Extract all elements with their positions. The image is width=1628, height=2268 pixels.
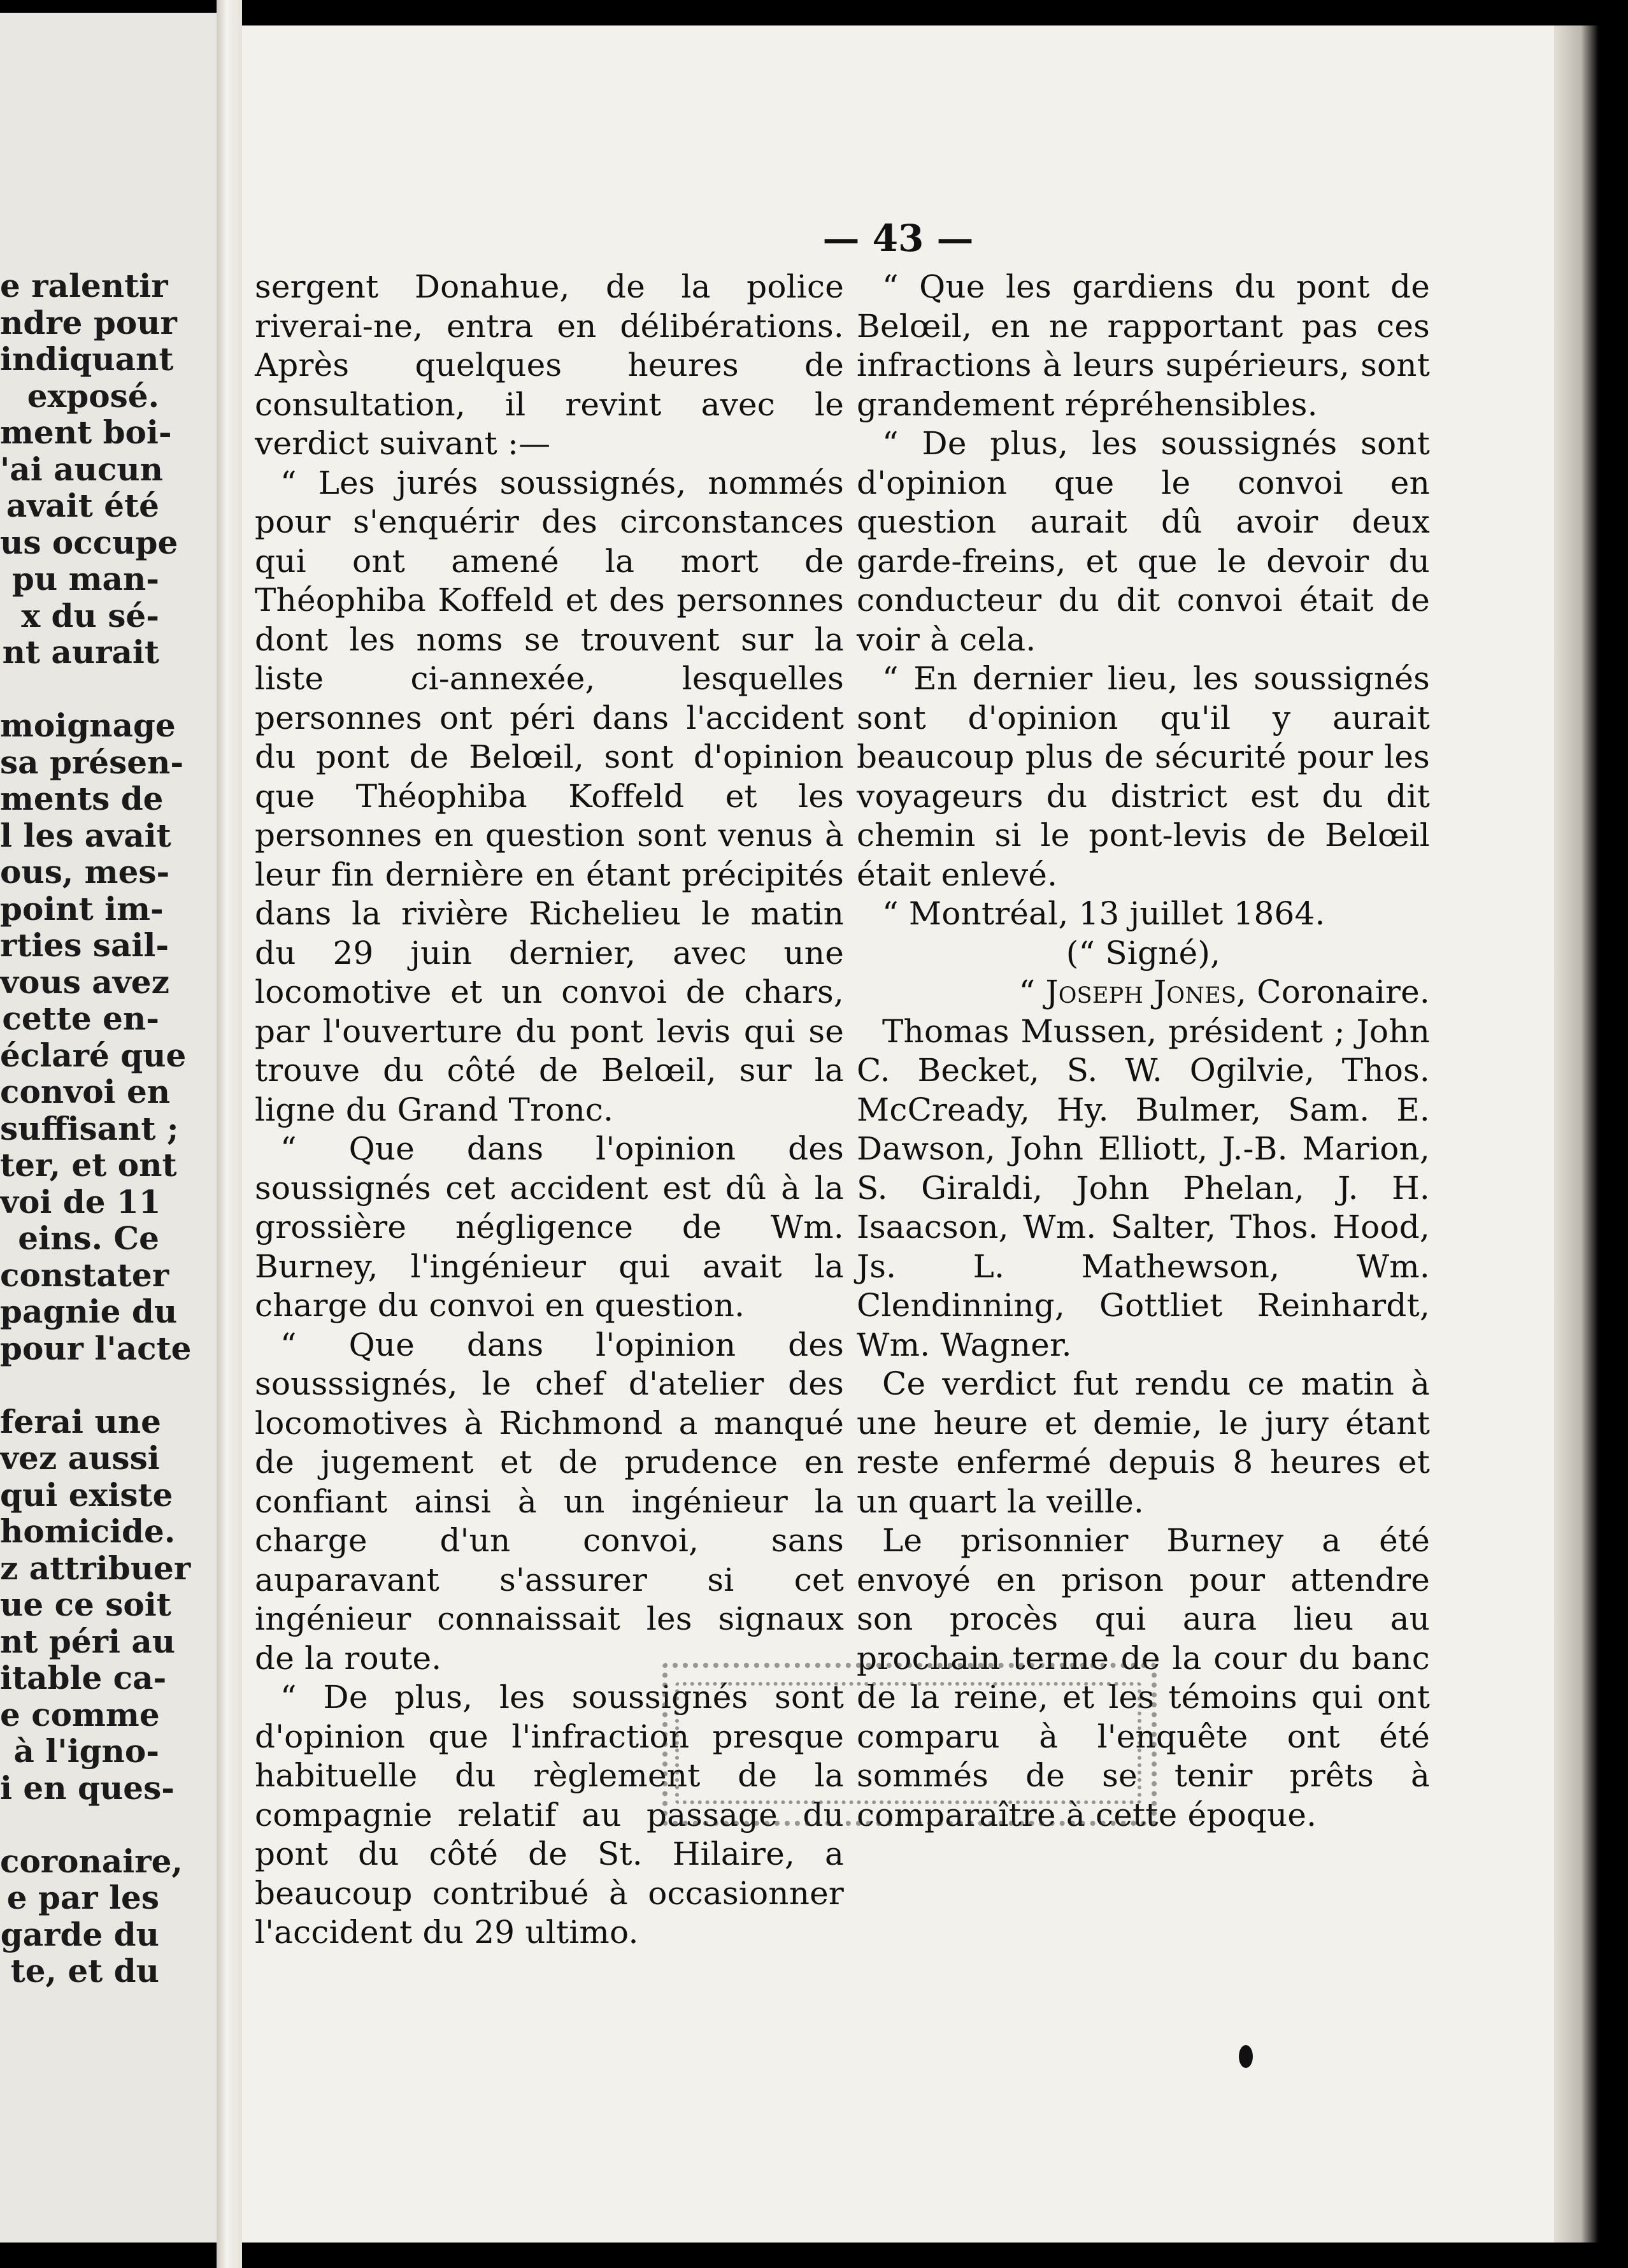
fragment-line bbox=[0, 671, 159, 708]
fragment-line: vous avez bbox=[0, 963, 169, 1001]
fragment-line: sa présen- bbox=[0, 743, 184, 781]
fragment-line: us occupe bbox=[0, 523, 178, 561]
right-column bbox=[857, 268, 1430, 1835]
previous-page-text-fragment bbox=[0, 267, 192, 1990]
fragment-line: homicide. bbox=[0, 1512, 176, 1550]
fragment-line: ter, et ont bbox=[0, 1146, 177, 1184]
fragment-line: coronaire, bbox=[0, 1842, 183, 1880]
fragment-line: itable ca- bbox=[0, 1659, 167, 1697]
paragraph: “ Les jurés soussignés, nommés pour s'enquérir des circonstances qui ont amené la mort de Théophiba Koffeld et des personnes dont les noms se trouvent sur la liste ci-annexée, lesquelles personnes ont péri dans l'accident du pont de Belœil, sont d'opinion que Théophiba Koffeld et les personnes en question sont venus à leur fin dernière en étant précipités dans la rivière Richelieu le matin du 29 juin dernier, avec une locomotive et un convoi de chars, par l'ouverture du pont levis qui se trouve du côté de Belœil, sur la ligne du Grand Tronc. bbox=[255, 464, 844, 1128]
page-right-edge bbox=[1554, 25, 1599, 2243]
fragment-line: à l'igno- bbox=[13, 1732, 159, 1770]
paragraph: “ Que les gardiens du pont de Belœil, en ne rapportant pas ces infractions à leurs supérieurs, sont grandement répréhensibles. bbox=[857, 268, 1430, 423]
fragment-line: moignage bbox=[0, 707, 176, 744]
fragment-line: ue ce soit bbox=[0, 1586, 171, 1623]
paragraph: “ En dernier lieu, les soussignés sont d'opinion qu'il y aurait beaucoup plus de sécurité pour les voyageurs du district est du dit chemin si le pont-levis de Belœil était enlevé. bbox=[857, 660, 1430, 893]
fragment-line: z attribuer bbox=[0, 1549, 191, 1587]
fragment-line: 'ai aucun bbox=[0, 450, 164, 488]
fragment-line: ferai une bbox=[0, 1402, 161, 1440]
fragment-line: pu man- bbox=[11, 560, 159, 598]
fragment-line: e comme bbox=[0, 1695, 160, 1733]
paragraph: “ Que dans l'opinion des sousssignés, le chef d'atelier des locomotives à Richmond a manqué de jugement et de prudence en confiant ainsi à un ingénieur la charge d'un convoi, sans auparavant s'assurer si cet ingénieur connaissait les signaux de la route. bbox=[255, 1326, 844, 1677]
ink-spot bbox=[1239, 2045, 1253, 2068]
fragment-line: pour l'acte bbox=[0, 1329, 192, 1367]
paragraph: “ De plus, les soussignés sont d'opinion que le convoi en question aurait dû avoir deux garde-freins, et que le devoir du conducteur du dit convoi était de voir à cela. bbox=[857, 425, 1430, 658]
fragment-line: ous, mes- bbox=[0, 853, 170, 891]
fragment-line: ndre pour bbox=[0, 303, 177, 341]
paragraph: “ Que dans l'opinion des soussignés cet accident est dû à la grossière négligence de Wm. Burney, l'ingénieur qui avait la charge du convoi en question. bbox=[255, 1130, 844, 1324]
fragment-line: pagnie du bbox=[0, 1293, 178, 1330]
signature-name: “ Joseph Jones, bbox=[1018, 973, 1247, 1010]
fragment-line: e par les bbox=[6, 1879, 159, 1916]
fragment-line: qui existe bbox=[0, 1475, 173, 1514]
fragment-line: exposé. bbox=[27, 377, 159, 415]
signature-place-date: “ Montréal, 13 juillet 1864. bbox=[882, 895, 1325, 932]
fragment-line: garde du bbox=[0, 1915, 159, 1953]
fragment-line: constater bbox=[0, 1256, 169, 1294]
fragment-line: point im- bbox=[0, 889, 164, 928]
fragment-line: ment boi- bbox=[0, 413, 172, 451]
fragment-line: éclaré que bbox=[0, 1036, 187, 1074]
fragment-line: avait été bbox=[6, 487, 159, 524]
paragraph: Le prisonnier Burney a été envoyé en prison pour attendre son procès qui aura lieu au prochain terme de la cour du banc de la reine, et les témoins qui ont comparu à l'enquête ont été sommés de se tenir prêts à comparaître à cette époque. bbox=[857, 1522, 1430, 1834]
fragment-line: suffisant ; bbox=[0, 1109, 179, 1147]
fragment-line: x du sé- bbox=[21, 596, 159, 635]
jury-list: Thomas Mussen, président ; John C. Becket, S. W. Ogilvie, Thos. McCready, Hy. Bulmer, Sam. E. Dawson, John Elliott, J.-B. Marion, S. Giraldi, John Phelan, J. H. Isaacson, Wm. Salter, Thos. Hood, Js. L. Mathewson, Wm. Clendinning, Gottliet Reinhardt, Wm. Wagner. bbox=[857, 1012, 1430, 1363]
fragment-line: ments de bbox=[0, 780, 164, 817]
book-gutter bbox=[217, 0, 242, 2268]
fragment-line: cette en- bbox=[2, 1000, 159, 1037]
fragment-line: te, et du bbox=[10, 1952, 159, 1990]
perforated-library-stamp-inner bbox=[675, 1682, 1141, 1804]
signature-line bbox=[857, 973, 1430, 1012]
fragment-line: indiquant bbox=[0, 340, 174, 378]
signature-signed: (“ Signé), bbox=[1066, 934, 1221, 972]
fragment-line: vez aussi bbox=[0, 1439, 160, 1477]
fragment-line: convoi en bbox=[0, 1073, 171, 1110]
paragraph: Ce verdict fut rendu ce matin à une heure et demie, le jury étant reste enfermé depuis 8 heures et un quart la veille. bbox=[857, 1365, 1430, 1520]
fragment-line: nt péri au bbox=[0, 1622, 176, 1660]
fragment-line: voi de 11 bbox=[0, 1182, 161, 1221]
fragment-line bbox=[0, 1367, 159, 1403]
fragment-line: eins. Ce bbox=[18, 1219, 159, 1257]
fragment-line: l les avait bbox=[0, 816, 171, 854]
fragment-line: e ralentir bbox=[0, 267, 168, 305]
fragment-line: i en ques- bbox=[0, 1769, 175, 1807]
fragment-line bbox=[0, 1806, 159, 1843]
fragment-line: rties sail- bbox=[0, 926, 169, 964]
paragraph: “ De plus, les soussignés sont d'opinion que l'infraction presque habituelle du règlement de la compagnie relatif au passage du pont du côté de St. Hilaire, a beaucoup contribué à occasionner l'accident du 29 ultimo. bbox=[255, 1679, 844, 1951]
signature-title: Coronaire. bbox=[1246, 973, 1430, 1010]
page-number: — 43 — bbox=[822, 217, 974, 260]
fragment-line: nt aurait bbox=[2, 633, 159, 671]
paragraph: sergent Donahue, de la police riverai-ne, entra en délibérations. Après quelques heures de consultation, il revint avec le verdict suivant :— bbox=[255, 268, 844, 462]
